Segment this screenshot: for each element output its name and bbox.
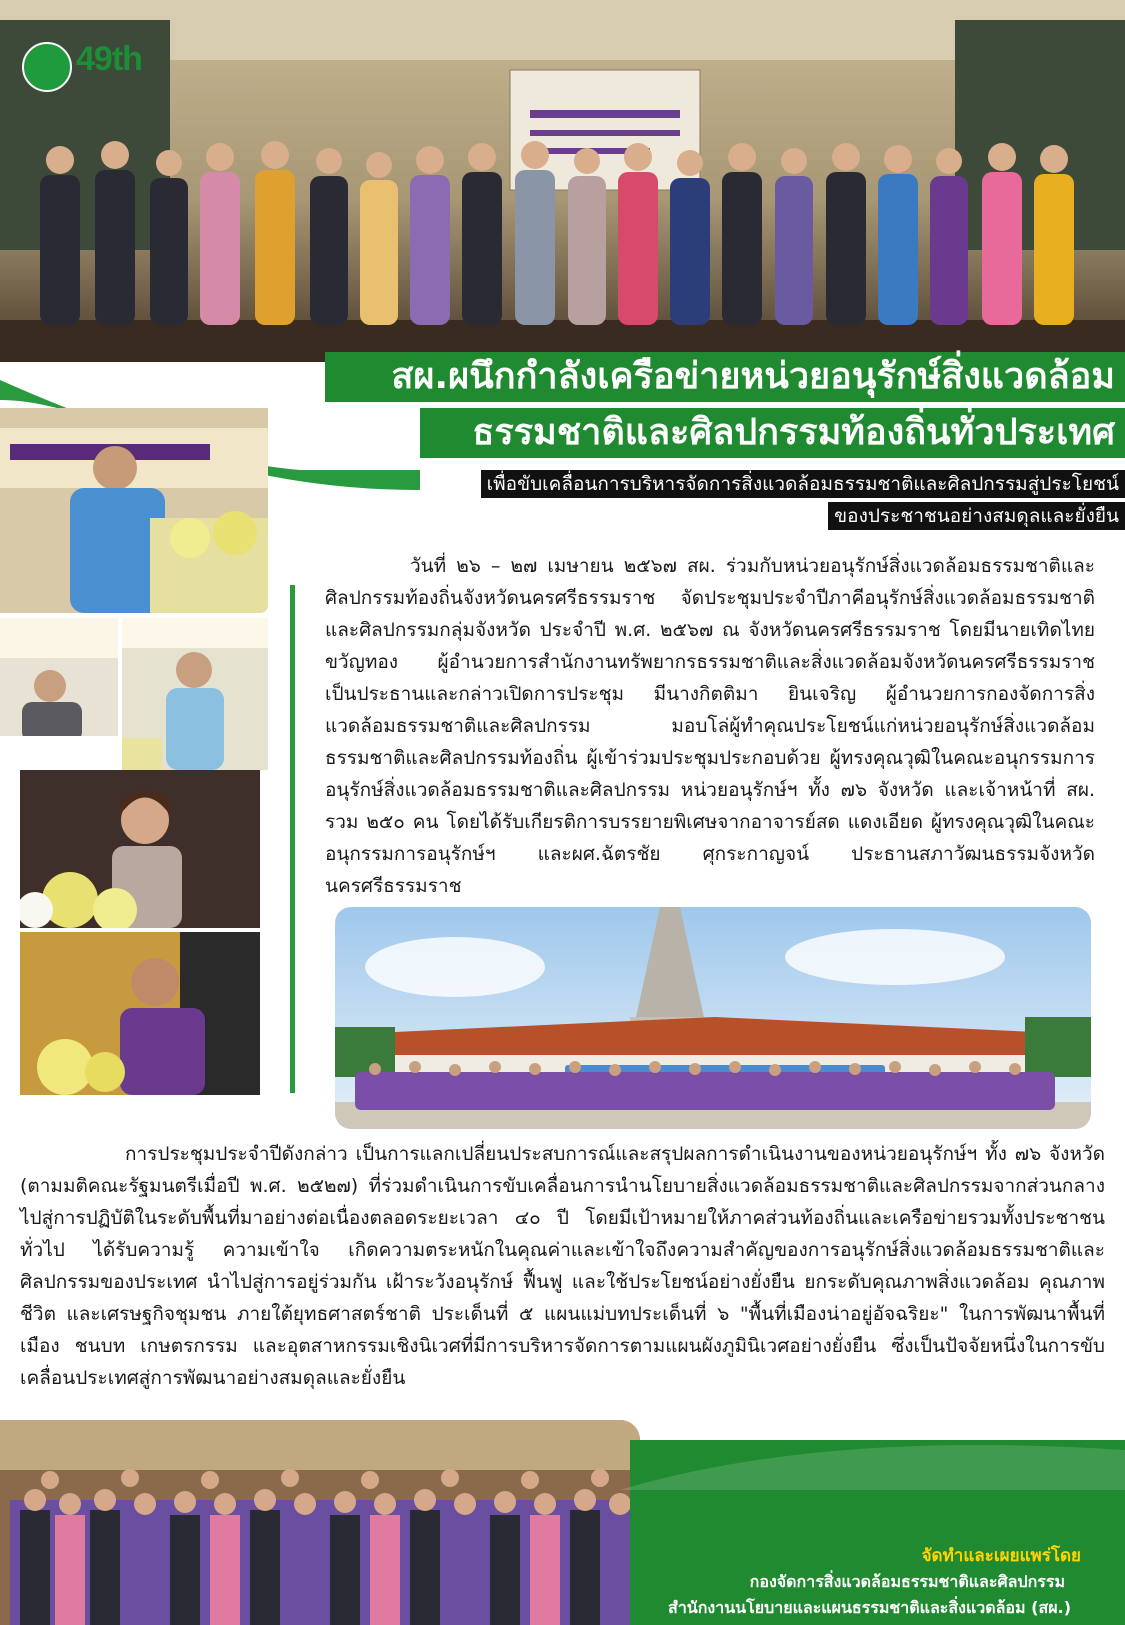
footer-swoosh-decoration — [620, 1430, 1125, 1490]
subtitle-line-1: เพื่อขับเคลื่อนการบริหารจัดการสิ่งแวดล้อมธรรมชาติและศิลปกรรมสู่ประโยชน์ — [481, 470, 1125, 498]
photo-speaker-mic — [122, 618, 268, 770]
headline-line-1: สผ.ผนึกกำลังเครือข่ายหน่วยอนุรักษ์สิ่งแวดล้อม — [325, 352, 1125, 402]
photo-speaker-podium — [0, 408, 268, 613]
onep-logo-icon — [22, 42, 72, 92]
article-paragraph-1: วันที่ ๒๖ – ๒๗ เมษายน ๒๕๖๗ สผ. ร่วมกับหน่วยอนุรักษ์สิ่งแวดล้อมธรรมชาติและศิลปกรรมท้องถิ่นจังหวัดนครศรีธรรมราช จัดประชุมประจำปีภาคีอนุรักษ์สิ่งแวดล้อมธรรมชาติและศิลปกรรมกลุ่มจังหวัด ประจำปี พ.ศ. ๒๕๖๗ ณ จังหวัดนครศรีธรรมราช โดยมีนายเทิดไทย ขวัญทอง ผู้อำนวยการสำนักงานทรัพยากรธรรมชาติและสิ่งแวดล้อมจังหวัดนครศรีธรรมราช เป็นประธานและกล่าวเปิดการประชุม มีนางกิตติมา ยินเจริญ ผู้อำนวยการกองจัดการสิ่งแวดล้อมธรรมชาติและศิลปกรรม มอบโล่ผู้ทำคุณประโยชน์แก่หน่วยอนุรักษ์สิ่งแวดล้อมธรรมชาติและศิลปกรรมท้องถิ่น ผู้เข้าร่วมประชุมประกอบด้วย ผู้ทรงคุณวุฒิในคณะอนุกรรมการอนุรักษ์สิ่งแวดล้อมธรรมชาติและศิลปกรรม หน่วยอนุรักษ์ฯ ทั้ง ๗๖ จังหวัด และเจ้าหน้าที่ สผ. รวม ๒๕๐ คน โดยได้รับเกียรติการบรรยายพิเศษจากอาจารย์สด แดงเอียด ผู้ทรงคุณวุฒิในคณะอนุกรรมการอนุรักษ์ฯ และผศ.ฉัตรชัย ศุกระกาญจน์ ประธานสภาวัฒนธรรมจังหวัดนครศรีธรรมราช — [325, 555, 1095, 897]
photo-group-awards — [0, 1420, 640, 1625]
anniversary-logo-text: 49th — [76, 40, 142, 78]
credit-department: กองจัดการสิ่งแวดล้อมธรรมชาติและศิลปกรรม — [749, 1572, 1065, 1591]
article-paragraph-2: การประชุมประจำปีดังกล่าว เป็นการแลกเปลี่ยนประสบการณ์และสรุปผลการดำเนินงานของหน่วยอนุรักษ์ฯ ทั้ง ๗๖ จังหวัด (ตามมติคณะรัฐมนตรีเมื่อปี พ.ศ. ๒๕๒๗) ที่ร่วมดำเนินการขับเคลื่อนการนำนโยบายสิ่งแวดล้อมธรรมชาติและศิลปกรรมจากส่วนกลาง ไปสู่การปฏิบัติในระดับพื้นที่มาอย่างต่อเนื่องตลอดระยะเวลา ๔๐ ปี โดยมีเป้าหมายให้ภาคส่วนท้องถิ่นและเครือข่ายรวมทั้งประชาชนทั่วไป ได้รับความรู้ ความเข้าใจ เกิดความตระหนักในคุณค่าและเข้าใจถึงความสำคัญของการอนุรักษ์สิ่งแวดล้อมธรรมชาติและศิลปกรรมของประเทศ นำไปสู่การอยู่ร่วมกัน เฝ้าระวังอนุรักษ์ ฟื้นฟู และใช้ประโยชน์อย่างยั่งยืน ยกระดับคุณภาพสิ่งแวดล้อม คุณภาพชีวิต และเศรษฐกิจชุมชน ภายใต้ยุทธศาสตร์ชาติ ประเด็นที่ ๕ แผนแม่บทประเด็นที่ ๖ "พื้นที่เมืองน่าอยู่อัจฉริยะ" ในการพัฒนาพื้นที่เมือง ชนบท เกษตรกรรม และอุตสาหกรรมเชิงนิเวศที่มีการบริหารจัดการตามแผนผังภูมินิเวศอย่างยั่งยืน ซึ่งเป็นปัจจัยหนึ่งในการขับเคลื่อนประเทศสู่การพัฒนาอย่างสมดุลและยั่งยืน — [20, 1143, 1105, 1389]
logo — [22, 40, 172, 92]
photo-temple-group — [335, 907, 1091, 1129]
column-divider — [290, 585, 295, 1093]
photo-panel-table — [0, 618, 118, 770]
photo-woman-speaker — [20, 770, 260, 928]
headline-line-2: ธรรมชาติและศิลปกรรมท้องถิ่นทั่วประเทศ — [420, 408, 1125, 458]
photo-man-purple-shirt — [20, 932, 260, 1095]
credit-office: สำนักงานนโยบายและแผนธรรมชาติและสิ่งแวดล้อม (สผ.) — [668, 1598, 1071, 1617]
subtitle-line-2: ของประชาชนอย่างสมดุลและยั่งยืน — [828, 502, 1125, 530]
credit-label: จัดทำและเผยแพร่โดย — [921, 1546, 1081, 1566]
